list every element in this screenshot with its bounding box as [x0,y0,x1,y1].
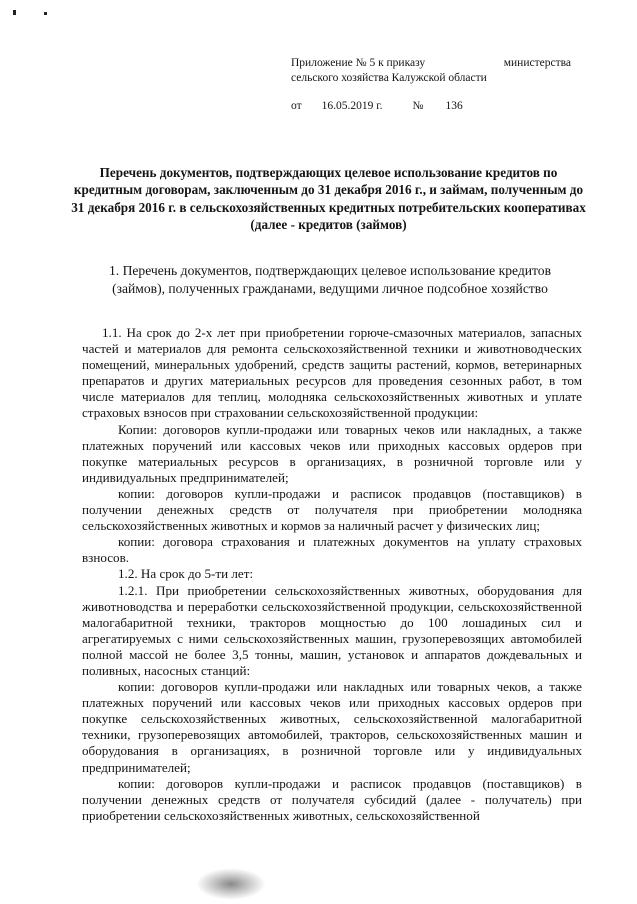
section-1-title: 1. Перечень документов, подтверждающих целевое использование кредитов (займов), полученных гражданами, ведущими личное подсобное хозяйство [108,263,552,296]
approval-appendix: Приложение № 5 к приказу [291,57,426,69]
paragraph-1-2-1: 1.2.1. При приобретении сельскохозяйственных животных, оборудования для животноводства и переработки сельскохозяйственной продукции, сельскохозяйственной малогабаритной техники, тракторов мощностью до 100 лошадиных сил и агрегатируемых с ними сельскохозяйственных машин, грузоперевозящих автомобилей полной массой не более 3,5 тонны, машин, установок и аппаратов дождевальных и поливных, насосных станций: [82,582,582,678]
scan-mark [13,10,16,15]
approval-date-line [291,99,571,114]
paragraph-copies-2: копии: договоров купли-продажи и расписок продавцов (поставщиков) в получении денежных средств от получателя при приобретении молодняка сельскохозяйственных животных и кормов за наличный расчет у физических лиц; [82,485,582,534]
paragraph-1-2: 1.2. На срок до 5-ти лет: [118,566,254,582]
paragraph-1-1: 1.1. На срок до 2-х лет при приобретении горюче-смазочных материалов, запасных частей и материалов для ремонта сельскохозяйственной техники и животноводческих помещений, минеральных удобрений, средств защиты растений, кормов, ветеринарных препаратов и других материальных ресурсов для проведения сезонных работ, в том числе материалов для теплиц, молодняка сельскохозяйственных животных и уплате страховых взносов при страховании сельскохозяйственной продукции: [82,325,582,421]
paragraph-copies-1: Копии: договоров купли-продажи или товарных чеков или накладных, а также платежных поручений или кассовых чеков или приходных кассовых ордеров при покупке материальных ресурсов в организациях, в розничной торговле или у индивидуальных предпринимателей; [82,421,582,485]
scan-mark [44,12,47,15]
paragraph-copies-5: копии: договоров купли-продажи и расписок продавцов (поставщиков) в получении денежных средств от получателя субсидий (далее - получатель) при приобретении сельскохозяйственных животных, сельскохозяйственной [82,775,582,823]
approval-line-2 [291,71,571,86]
order-number: 136 [445,100,463,112]
number-sign: № [412,100,424,112]
order-date: 16.05.2019 г. [321,100,383,112]
approval-ministry-name: сельского хозяйства Калужской области [291,72,487,84]
approval-ministry: министерства [503,57,571,69]
paragraph-copies-3: копии: договора страхования и платежных документов на уплату страховых взносов. [82,534,582,566]
document-title: Перечень документов, подтверждающих целевое использование кредитов по кредитным договорам, заключенным до 31 декабря 2016 г., и займам, полученным до 31 декабря 2016 г. в сельскохозяйственных кредитных потребительских кооперативах (далее - кредитов (займов) [71,165,586,232]
scan-smudge [196,868,266,900]
date-prefix: от [291,100,302,112]
approval-line-1 [291,56,571,71]
approval-header [291,56,571,114]
paragraph-copies-4: копии: договоров купли-продажи или накладных или товарных чеков, а также платежных поручений или кассовых чеков или приходных кассовых ордеров при покупке сельскохозяйственных животных, сельскохозяйственной малогабаритной техники, грузоперевозящих автомобилей, тракторов, сельскохозяйственных машин и оборудования в организациях, в розничной торговле или у индивидуальных предпринимателей; [82,679,582,775]
document-body [82,325,582,824]
